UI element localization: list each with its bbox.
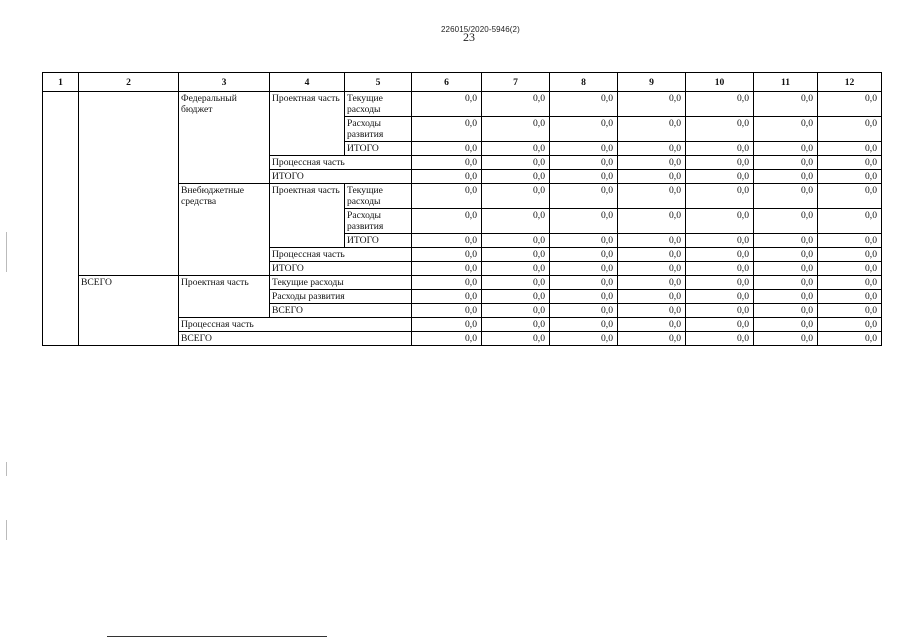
value-cell: 0,0 [412, 170, 482, 184]
value-cell: 0,0 [412, 290, 482, 304]
value-cell: 0,0 [412, 262, 482, 276]
value-cell: 0,0 [686, 304, 754, 318]
value-cell: 0,0 [618, 262, 686, 276]
development-expenses-label: Расходы развития [345, 117, 412, 142]
value-cell: 0,0 [818, 170, 882, 184]
value-cell: 0,0 [754, 304, 818, 318]
budget-table [42, 72, 882, 346]
value-cell: 0,0 [412, 332, 482, 346]
value-cell: 0,0 [818, 209, 882, 234]
col-header: 12 [818, 73, 882, 92]
value-cell: 0,0 [818, 318, 882, 332]
process-part-label: Процессная часть [270, 248, 412, 262]
value-cell: 0,0 [550, 156, 618, 170]
value-cell: 0,0 [412, 318, 482, 332]
value-cell: 0,0 [686, 332, 754, 346]
vsego-label: ВСЕГО [79, 276, 179, 346]
value-cell: 0,0 [686, 209, 754, 234]
value-cell: 0,0 [618, 156, 686, 170]
project-part-label: Проектная часть [179, 276, 270, 318]
value-cell: 0,0 [412, 234, 482, 248]
current-expenses-label: Текущие расходы [270, 276, 412, 290]
value-cell: 0,0 [412, 92, 482, 117]
value-cell: 0,0 [818, 184, 882, 209]
value-cell: 0,0 [818, 234, 882, 248]
value-cell: 0,0 [482, 184, 550, 209]
value-cell: 0,0 [686, 234, 754, 248]
value-cell: 0,0 [754, 184, 818, 209]
value-cell: 0,0 [818, 156, 882, 170]
value-cell: 0,0 [686, 156, 754, 170]
value-cell: 0,0 [482, 170, 550, 184]
col-header: 2 [79, 73, 179, 92]
table-row [43, 276, 882, 290]
value-cell: 0,0 [550, 170, 618, 184]
value-cell: 0,0 [482, 332, 550, 346]
col-header: 3 [179, 73, 270, 92]
left-margin-mark [6, 462, 7, 476]
value-cell: 0,0 [550, 248, 618, 262]
value-cell: 0,0 [550, 142, 618, 156]
value-cell: 0,0 [754, 290, 818, 304]
col2-blank-cell [79, 92, 179, 276]
value-cell: 0,0 [754, 117, 818, 142]
value-cell: 0,0 [482, 209, 550, 234]
value-cell: 0,0 [686, 142, 754, 156]
value-cell: 0,0 [754, 318, 818, 332]
value-cell: 0,0 [754, 276, 818, 290]
value-cell: 0,0 [686, 184, 754, 209]
value-cell: 0,0 [818, 92, 882, 117]
value-cell: 0,0 [482, 290, 550, 304]
itogo-label: ИТОГО [345, 234, 412, 248]
value-cell: 0,0 [482, 262, 550, 276]
value-cell: 0,0 [818, 304, 882, 318]
value-cell: 0,0 [550, 332, 618, 346]
source-extrabudget: Внебюджетные средства [179, 184, 270, 276]
value-cell: 0,0 [550, 117, 618, 142]
value-cell: 0,0 [550, 209, 618, 234]
col-header: 4 [270, 73, 345, 92]
project-part-label: Проектная часть [270, 184, 345, 248]
itogo-label: ИТОГО [345, 142, 412, 156]
value-cell: 0,0 [550, 318, 618, 332]
vsego-label: ВСЕГО [270, 304, 412, 318]
left-margin-mark [6, 520, 7, 540]
value-cell: 0,0 [412, 117, 482, 142]
value-cell: 0,0 [686, 117, 754, 142]
value-cell: 0,0 [754, 248, 818, 262]
value-cell: 0,0 [550, 290, 618, 304]
value-cell: 0,0 [754, 209, 818, 234]
value-cell: 0,0 [482, 92, 550, 117]
value-cell: 0,0 [412, 156, 482, 170]
value-cell: 0,0 [754, 332, 818, 346]
col-header: 5 [345, 73, 412, 92]
value-cell: 0,0 [686, 276, 754, 290]
col-header: 8 [550, 73, 618, 92]
value-cell: 0,0 [818, 117, 882, 142]
value-cell: 0,0 [754, 262, 818, 276]
value-cell: 0,0 [618, 184, 686, 209]
value-cell: 0,0 [550, 92, 618, 117]
value-cell: 0,0 [550, 262, 618, 276]
value-cell: 0,0 [618, 117, 686, 142]
value-cell: 0,0 [482, 142, 550, 156]
value-cell: 0,0 [550, 304, 618, 318]
value-cell: 0,0 [818, 262, 882, 276]
col-header: 9 [618, 73, 686, 92]
col-header: 10 [686, 73, 754, 92]
value-cell: 0,0 [754, 142, 818, 156]
current-expenses-label: Текущие расходы [345, 92, 412, 117]
col-header: 6 [412, 73, 482, 92]
value-cell: 0,0 [412, 184, 482, 209]
value-cell: 0,0 [412, 276, 482, 290]
value-cell: 0,0 [818, 142, 882, 156]
value-cell: 0,0 [818, 290, 882, 304]
document-stamp: 226015/2020-5946(2) [441, 25, 520, 34]
value-cell: 0,0 [412, 304, 482, 318]
value-cell: 0,0 [618, 234, 686, 248]
vsego-label: ВСЕГО [179, 332, 412, 346]
value-cell: 0,0 [482, 276, 550, 290]
value-cell: 0,0 [618, 332, 686, 346]
value-cell: 0,0 [686, 262, 754, 276]
value-cell: 0,0 [818, 276, 882, 290]
value-cell: 0,0 [686, 318, 754, 332]
value-cell: 0,0 [754, 170, 818, 184]
value-cell: 0,0 [618, 318, 686, 332]
value-cell: 0,0 [754, 92, 818, 117]
value-cell: 0,0 [754, 156, 818, 170]
value-cell: 0,0 [686, 170, 754, 184]
itogo-label: ИТОГО [270, 262, 412, 276]
value-cell: 0,0 [686, 92, 754, 117]
value-cell: 0,0 [482, 117, 550, 142]
value-cell: 0,0 [550, 234, 618, 248]
table-row [43, 92, 882, 117]
value-cell: 0,0 [618, 304, 686, 318]
value-cell: 0,0 [686, 290, 754, 304]
header-row [43, 73, 882, 92]
value-cell: 0,0 [482, 304, 550, 318]
value-cell: 0,0 [618, 209, 686, 234]
value-cell: 0,0 [618, 290, 686, 304]
col1-blank-cell [43, 92, 79, 346]
development-expenses-label: Расходы развития [270, 290, 412, 304]
current-expenses-label: Текущие расходы [345, 184, 412, 209]
value-cell: 0,0 [412, 248, 482, 262]
value-cell: 0,0 [482, 318, 550, 332]
value-cell: 0,0 [618, 142, 686, 156]
value-cell: 0,0 [618, 92, 686, 117]
value-cell: 0,0 [818, 248, 882, 262]
page-number: 23 [463, 30, 475, 44]
itogo-label: ИТОГО [270, 170, 412, 184]
source-federal-budget: Федеральный бюджет [179, 92, 270, 184]
value-cell: 0,0 [482, 234, 550, 248]
process-part-label: Процессная часть [179, 318, 412, 332]
col-header: 7 [482, 73, 550, 92]
project-part-label: Проектная часть [270, 92, 345, 156]
footer-rule [107, 636, 327, 637]
value-cell: 0,0 [618, 170, 686, 184]
col-header: 1 [43, 73, 79, 92]
value-cell: 0,0 [618, 276, 686, 290]
value-cell: 0,0 [482, 248, 550, 262]
value-cell: 0,0 [550, 276, 618, 290]
left-margin-mark [6, 232, 7, 272]
value-cell: 0,0 [686, 248, 754, 262]
development-expenses-label: Расходы развития [345, 209, 412, 234]
value-cell: 0,0 [412, 209, 482, 234]
value-cell: 0,0 [550, 184, 618, 209]
value-cell: 0,0 [482, 156, 550, 170]
value-cell: 0,0 [618, 248, 686, 262]
col-header: 11 [754, 73, 818, 92]
value-cell: 0,0 [412, 142, 482, 156]
process-part-label: Процессная часть [270, 156, 412, 170]
value-cell: 0,0 [754, 234, 818, 248]
value-cell: 0,0 [818, 332, 882, 346]
